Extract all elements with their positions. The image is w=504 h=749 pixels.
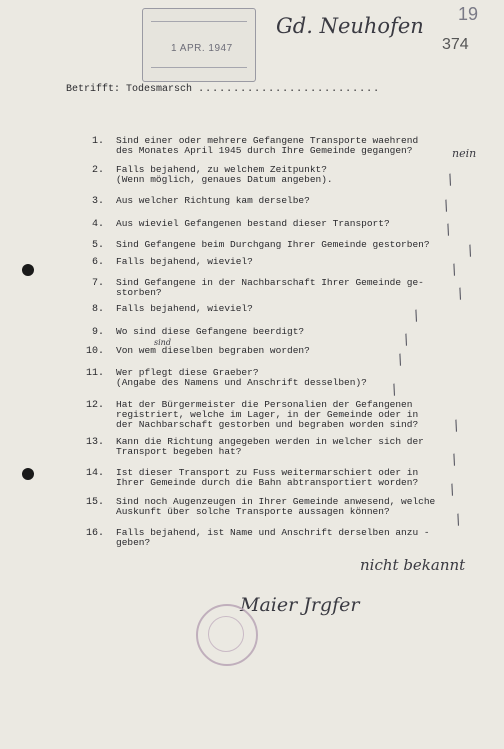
question-text: (Wenn möglich, genaues Datum angeben). — [116, 174, 333, 185]
question-number: 4. — [91, 219, 104, 230]
question-number: 14. — [85, 468, 104, 479]
question-number: 11. — [85, 368, 104, 379]
question-number: 2. — [91, 165, 104, 176]
question-text: Wo sind diese Gefangene beerdigt? — [116, 326, 305, 337]
question-text: Falls bejahend, wieviel? — [116, 303, 253, 314]
question-number: 5. — [91, 240, 104, 251]
signature: Maier Jrgfer — [240, 594, 360, 616]
file-number: 374 — [442, 36, 469, 53]
question-number: 8. — [91, 304, 104, 315]
check-mark-icon: / — [449, 261, 460, 279]
answer-q1: nein — [452, 147, 477, 160]
check-mark-icon: / — [411, 307, 422, 325]
check-mark-icon: / — [451, 417, 462, 435]
question-text: registriert, welche im Lager, in der Gemeinde oder in — [116, 409, 419, 420]
check-mark-icon: / — [453, 511, 464, 529]
question-number: 7. — [91, 278, 104, 289]
question-text: Sind noch Augenzeugen in Ihrer Gemeinde anwesend, welche — [116, 496, 436, 507]
question-text: Aus welcher Richtung kam derselbe? — [116, 195, 310, 206]
question-text: Falls bejahend, wieviel? — [116, 256, 253, 267]
check-mark-icon: / — [455, 285, 466, 303]
punch-hole — [22, 468, 34, 480]
question-number: 3. — [91, 196, 104, 207]
question-text: Ist dieser Transport zu Fuss weitermarschiert oder in — [116, 467, 419, 478]
question-text: geben? — [116, 537, 151, 548]
insert-q10: sind — [154, 338, 171, 347]
subject-line — [66, 84, 380, 95]
question-number: 10. — [85, 346, 104, 357]
question-text: Sind Gefangene in der Nachbarschaft Ihrer Gemeinde ge- — [116, 277, 424, 288]
question-text: Sind Gefangene beim Durchgang Ihrer Gemeinde gestorben? — [116, 239, 430, 250]
question-number: 9. — [91, 327, 104, 338]
stamp-rule — [151, 67, 247, 68]
question-text: Ihrer Gemeinde durch die Bahn abtransportiert worden? — [116, 477, 419, 488]
question-text: Von wem dieselben begraben worden? — [116, 345, 310, 356]
check-mark-icon: / — [395, 351, 406, 369]
question-number: 6. — [91, 257, 104, 268]
handwritten-place: Gd. Neuhofen — [276, 14, 424, 38]
subject-label: Betrifft: — [66, 84, 121, 95]
official-seal-icon — [196, 604, 258, 666]
question-text: der Nachbarschaft gestorben und begraben worden sind? — [116, 419, 419, 430]
seal-inner-ring — [208, 616, 244, 652]
check-mark-icon: / — [401, 331, 412, 349]
check-mark-icon: / — [465, 242, 476, 260]
punch-hole — [22, 264, 34, 276]
question-text: Sind einer oder mehrere Gefangene Transporte waehrend — [116, 135, 419, 146]
question-text: Kann die Richtung angegeben werden in welcher sich der — [116, 436, 424, 447]
question-text: Aus wieviel Gefangenen bestand dieser Transport? — [116, 218, 390, 229]
question-text: Wer pflegt diese Graeber? — [116, 367, 259, 378]
check-mark-icon: / — [447, 481, 458, 499]
page-number-top: 19 — [458, 4, 479, 24]
question-text: Falls bejahend, ist Name und Anschrift derselben anzu - — [116, 527, 430, 538]
question-text: Auskunft über solche Transporte aussagen können? — [116, 506, 390, 517]
question-text: Hat der Bürgermeister die Personalien der Gefangenen — [116, 399, 413, 410]
question-text: des Monates April 1945 durch Ihre Gemeinde gegangen? — [116, 145, 413, 156]
received-stamp — [142, 8, 256, 82]
question-number: 15. — [85, 497, 104, 508]
question-text: Transport begeben hat? — [116, 446, 242, 457]
check-mark-icon: / — [449, 451, 460, 469]
question-text: Falls bejahend, zu welchem Zeitpunkt? — [116, 164, 327, 175]
question-text: storben? — [116, 287, 162, 298]
question-number: 16. — [85, 528, 104, 539]
answer-q16: nicht bekannt — [360, 556, 466, 574]
check-mark-icon: / — [445, 171, 456, 189]
check-mark-icon: / — [441, 197, 452, 215]
question-number: 12. — [85, 400, 104, 411]
subject-value: Todesmarsch — [126, 84, 193, 95]
stamp-date: 1 APR. 1947 — [171, 43, 233, 54]
stamp-rule — [151, 21, 247, 22]
question-number: 1. — [91, 136, 104, 147]
question-number: 13. — [85, 437, 104, 448]
check-mark-icon: / — [389, 381, 400, 399]
question-text: (Angabe des Namens und Anschrift desselben)? — [116, 377, 367, 388]
check-mark-icon: / — [443, 221, 454, 239]
dotted-leader: .......................... — [198, 84, 381, 95]
